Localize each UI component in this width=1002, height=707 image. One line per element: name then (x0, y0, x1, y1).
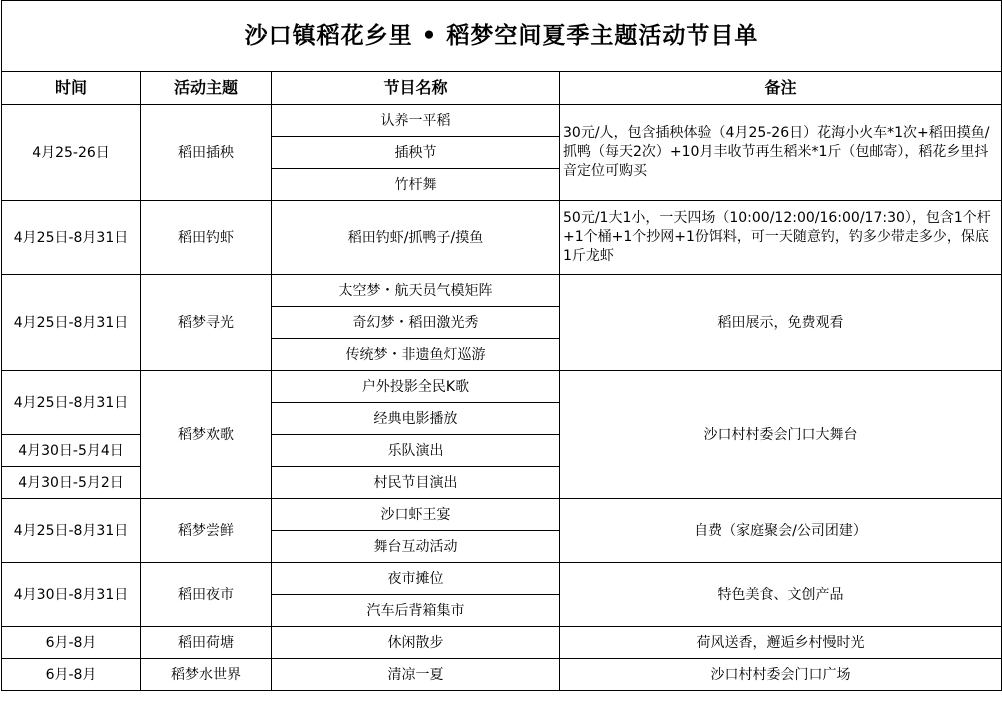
program-cell: 插秧节 (272, 137, 560, 169)
program-cell: 奇幻梦・稻田激光秀 (272, 307, 560, 339)
time-cell: 4月25日-8月31日 (2, 371, 141, 435)
note-cell: 特色美食、文创产品 (560, 563, 1002, 627)
program-cell: 稻田钓虾/抓鸭子/摸鱼 (272, 201, 560, 275)
header-row (2, 72, 1002, 105)
theme-cell: 稻田荷塘 (141, 627, 272, 659)
note-cell: 50元/1大1小，一天四场（10:00/12:00/16:00/17:30），包含1个杆+1个桶+1个抄网+1份饵料，可一天随意钓，钓多少带走多少，保底1斤龙虾 (560, 201, 1002, 275)
theme-cell: 稻梦欢歌 (141, 371, 272, 499)
program-cell: 舞台互动活动 (272, 531, 560, 563)
theme-cell: 稻梦尝鲜 (141, 499, 272, 563)
program-table (1, 0, 1002, 691)
program-cell: 竹杆舞 (272, 169, 560, 201)
theme-cell: 稻梦水世界 (141, 659, 272, 691)
time-cell: 4月25日-8月31日 (2, 499, 141, 563)
title-row (2, 1, 1002, 72)
table-row (2, 563, 1002, 595)
program-cell: 汽车后背箱集市 (272, 595, 560, 627)
program-cell: 经典电影播放 (272, 403, 560, 435)
theme-cell: 稻田插秧 (141, 105, 272, 201)
table-row (2, 201, 1002, 275)
note-cell: 沙口村村委会门口大舞台 (560, 371, 1002, 499)
time-cell: 4月30日-8月31日 (2, 563, 141, 627)
theme-cell: 稻梦寻光 (141, 275, 272, 371)
table-row (2, 627, 1002, 659)
time-cell: 4月25日-8月31日 (2, 201, 141, 275)
header-time: 时间 (2, 72, 141, 105)
time-cell: 4月25-26日 (2, 105, 141, 201)
header-theme: 活动主题 (141, 72, 272, 105)
header-note: 备注 (560, 72, 1002, 105)
theme-cell: 稻田钓虾 (141, 201, 272, 275)
time-cell: 4月30日-5月4日 (2, 435, 141, 467)
note-cell: 荷风送香，邂逅乡村慢时光 (560, 627, 1002, 659)
time-cell: 6月-8月 (2, 627, 141, 659)
program-cell: 太空梦・航天员气模矩阵 (272, 275, 560, 307)
table-row (2, 105, 1002, 137)
program-cell: 乐队演出 (272, 435, 560, 467)
program-cell: 沙口虾王宴 (272, 499, 560, 531)
time-cell: 4月25日-8月31日 (2, 275, 141, 371)
time-cell: 6月-8月 (2, 659, 141, 691)
program-cell: 户外投影全民K歌 (272, 371, 560, 403)
table-row (2, 499, 1002, 531)
program-cell: 夜市摊位 (272, 563, 560, 595)
table-row (2, 659, 1002, 691)
table-row (2, 371, 1002, 403)
time-cell: 4月30日-5月2日 (2, 467, 141, 499)
theme-cell: 稻田夜市 (141, 563, 272, 627)
program-cell: 传统梦・非遗鱼灯巡游 (272, 339, 560, 371)
header-program: 节目名称 (272, 72, 560, 105)
program-cell: 休闲散步 (272, 627, 560, 659)
page-title: 沙口镇稻花乡里 • 稻梦空间夏季主题活动节目单 (2, 1, 1002, 72)
program-cell: 认养一平稻 (272, 105, 560, 137)
note-cell: 自费（家庭聚会/公司团建） (560, 499, 1002, 563)
program-cell: 清凉一夏 (272, 659, 560, 691)
table-row (2, 275, 1002, 307)
program-cell: 村民节目演出 (272, 467, 560, 499)
note-cell: 稻田展示，免费观看 (560, 275, 1002, 371)
note-cell: 30元/人，包含插秧体验（4月25-26日）花海小火车*1次+稻田摸鱼/抓鸭（每天2次）+10月丰收节再生稻米*1斤（包邮寄），稻花乡里抖音定位可购买 (560, 105, 1002, 201)
note-cell: 沙口村村委会门口广场 (560, 659, 1002, 691)
